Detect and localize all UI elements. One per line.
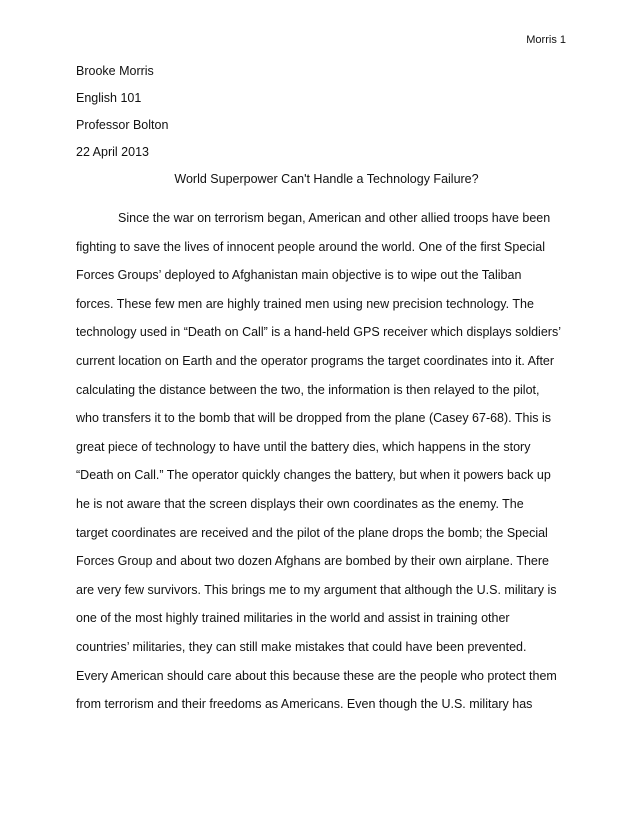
body-line: “Death on Call.” The operator quickly changes the battery, but when it powers back up [76,468,551,483]
body-line: calculating the distance between the two, the information is then relayed to the pilot, [76,382,540,397]
date-line: 22 April 2013 [76,145,149,159]
professor-name: Professor Bolton [76,118,169,132]
running-header: Morris 1 [526,34,566,46]
mla-heading [76,58,168,166]
body-line: current location on Earth and the operator programs the target coordinates into it. After [76,353,555,368]
course-name: English 101 [76,91,142,105]
body-line: target coordinates are received and the pilot of the plane drops the bomb; the Special [76,525,548,540]
body-line: are very few survivors. This brings me to my argument that although the U.S. military is [76,582,557,597]
body-line: Forces Groups’ deployed to Afghanistan main objective is to wipe out the Taliban [76,268,522,283]
body-line: great piece of technology to have until the battery dies, which happens in the story [76,439,531,454]
body-line: technology used in “Death on Call” is a hand-held GPS receiver which displays soldiers’ [76,325,561,340]
body-line: Every American should care about this because these are the people who protect them [76,668,557,683]
body-line: countries’ militaries, they can still make mistakes that could have been prevented. [76,639,527,654]
body-line: forces. These few men are highly trained men using new precision technology. The [76,296,534,311]
body-line: Forces Group and about two dozen Afghans are bombed by their own airplane. There [76,554,549,569]
body-line: he is not aware that the screen displays their own coordinates as the enemy. The [76,496,524,511]
author-name: Brooke Morris [76,64,154,78]
body-line: from terrorism and their freedoms as Americans. Even though the U.S. military has [76,697,533,712]
body-line: Since the war on terrorism began, American and other allied troops have been [118,211,551,225]
body-paragraph [76,204,568,719]
essay-title: World Superpower Can't Handle a Technology Failure? [174,172,479,186]
body-line: who transfers it to the bomb that will be dropped from the plane (Casey 67-68). This is [76,411,552,426]
body-line: one of the most highly trained militaries in the world and assist in training other [76,611,510,626]
body-line: fighting to save the lives of innocent people around the world. One of the first Special [76,239,546,254]
